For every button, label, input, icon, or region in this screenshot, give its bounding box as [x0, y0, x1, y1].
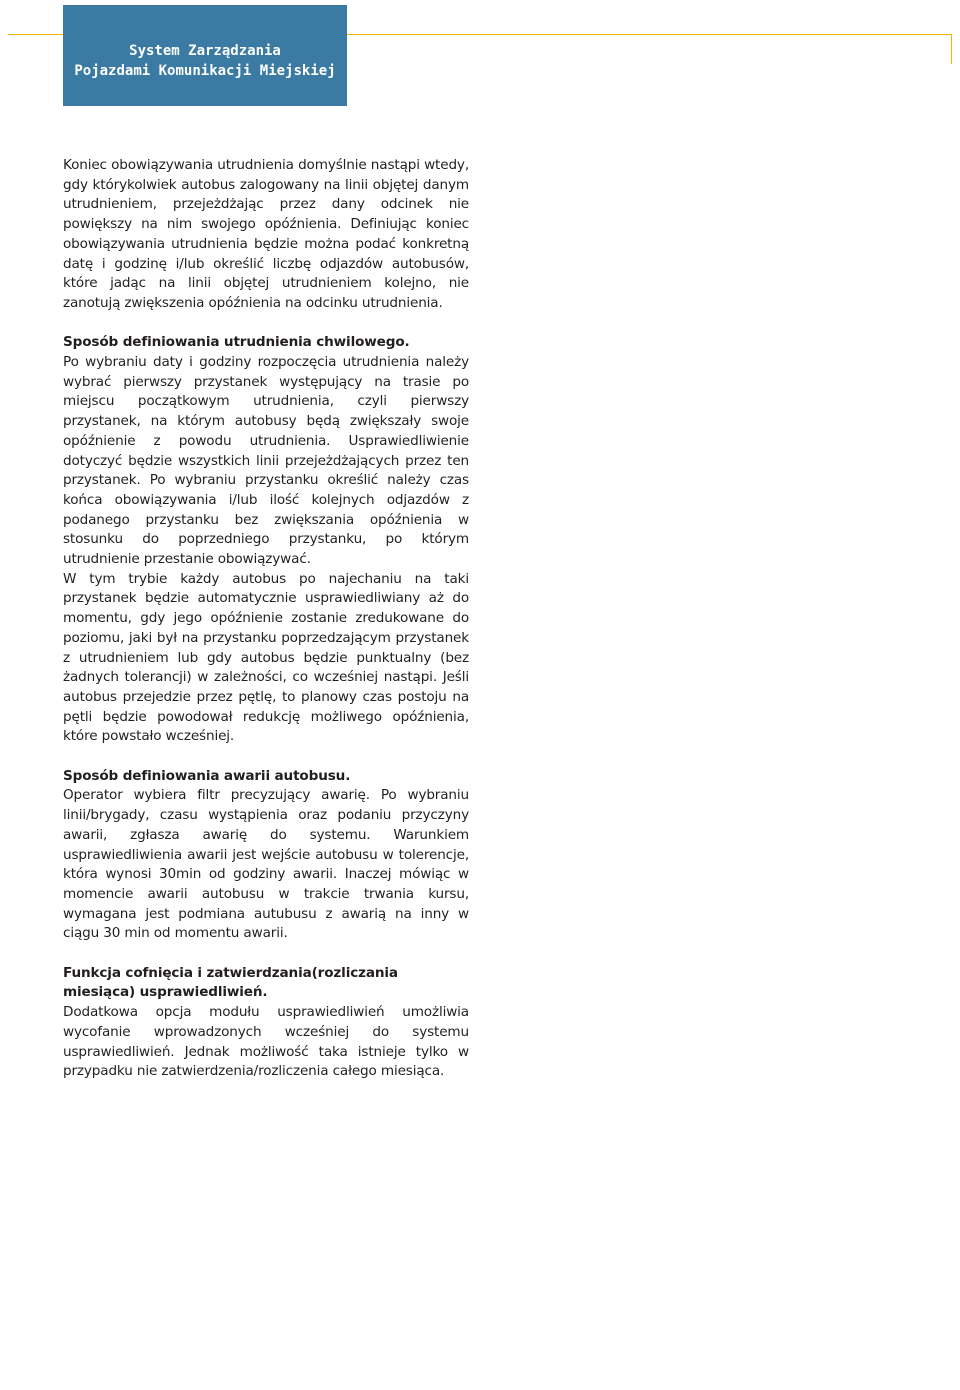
section-heading-bus-breakdown: Sposób definiowania awarii autobusu. [63, 767, 351, 784]
header-banner [63, 5, 347, 106]
section-gap [63, 944, 469, 964]
frame-line-left [8, 34, 63, 35]
header-title-line2: Pojazdami Komunikacji Miejskiej [74, 63, 336, 79]
section-heading-revoke-approve: Funkcja cofnięcia i zatwierdzania(rozliczania miesiąca) usprawiedliwień. [63, 964, 398, 1001]
section-heading-temporary-obstruction: Sposób definiowania utrudnienia chwilowego. [63, 334, 410, 351]
temporary-obstruction-paragraph-2: W tym trybie każdy autobus po najechaniu na taki przystanek będzie automatycznie usprawiedliwiany aż do momentu, gdy jego opóźnienie zostanie zredukowane do poziomu, jaki był na przystanku poprzedzającym przystanek z utrudnieniem lub gdy autobus będzie punktualny (bez żadnych tolerancji) w zależności, co wcześniej nastąpi. Jeśli autobus przejedzie przez pętlę, to planowy czas postoju na pętli będzie powodował redukcję możliwego opóźnienia, które powstało wcześniej. [63, 570, 469, 745]
section-gap [63, 747, 469, 767]
frame-line-right [347, 34, 952, 35]
bus-breakdown-paragraph: Operator wybiera filtr precyzujący awarię. Po wybraniu linii/brygady, czasu wystąpienia oraz podaniu przyczyny awarii, zgłasza awarię do systemu. Warunkiem usprawiedliwienia awarii jest wejście autobusu w tolerencje, która wynosi 30min od godziny awarii. Inaczej mówiąc w momencie awarii autobusu w trakcie trwania kursu, wymagana jest podmiana autubusu z awarią na inny w ciągu 30 min od momentu awarii. [63, 787, 469, 942]
frame-line-vertical [951, 34, 952, 64]
intro-paragraph: Koniec obowiązywania utrudnienia domyślnie nastąpi wtedy, gdy którykolwiek autobus zalogowany na linii objętej danym utrudnieniem, przejeżdżając przez dany odcinek nie powiększy na nim swojego opóźnienia. Definiując koniec obowiązywania utrudnienia będzie można podać konkretną datę i godzinę i/lub określić liczbę odjazdów autobusów, które jadąc na linii objętej utrudnieniem kolejno, nie zanotują zwiększenia opóźnienia na odcinku utrudnienia. [63, 157, 469, 311]
header-title-line1: System Zarządzania [129, 43, 281, 59]
revoke-approve-paragraph: Dodatkowa opcja modułu usprawiedliwień umożliwia wycofanie wprowadzonych wcześniej do systemu usprawiedliwień. Jednak możliwość taka istnieje tylko w przypadku nie zatwierdzenia/rozliczenia całego miesiąca. [63, 1004, 469, 1080]
section-gap [63, 314, 469, 334]
temporary-obstruction-paragraph-1: Po wybraniu daty i godziny rozpoczęcia utrudnienia należy wybrać pierwszy przystanek występujący na trasie po miejscu początkowym utrudnienia, czyli pierwszy przystanek, na którym autobusy będą zwiększały swoje opóźnienie z powodu utrudnienia. Usprawiedliwienie dotyczyć będzie wszystkich linii przejeżdżających przez ten przystanek. Po wybraniu przystanku określić należy czas końca obowiązywania i/lub ilość kolejnych odjazdów z podanego przystanku bez zwiększania opóźnienia w stosunku do poprzedniego przystanku, po którym utrudnienie przestanie obowiązywać. [63, 354, 469, 568]
document-body [63, 156, 469, 1082]
